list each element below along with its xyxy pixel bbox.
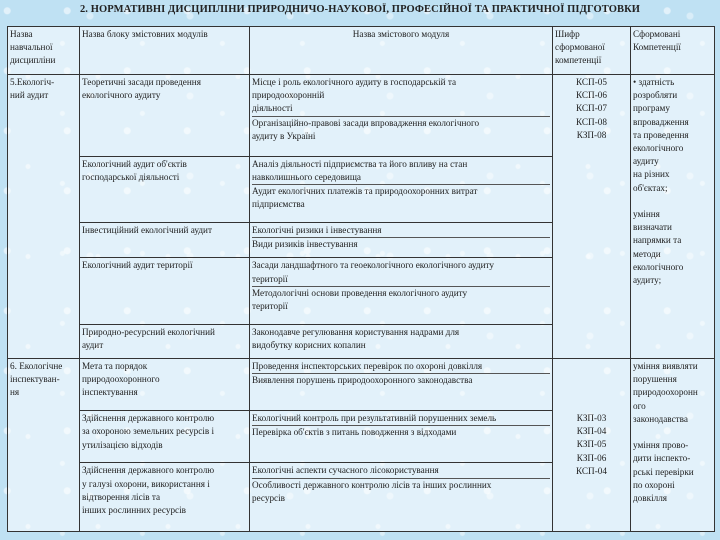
discipline-cell: 5.Екологіч- ний аудит bbox=[8, 75, 80, 359]
block-cell: Теоретичні засади проведення екологічного аудиту bbox=[80, 75, 250, 157]
curriculum-table bbox=[7, 26, 715, 532]
table-row bbox=[8, 359, 715, 411]
table-row bbox=[8, 75, 715, 157]
block-cell: Природно-ресурсний екологічний аудит bbox=[80, 324, 250, 358]
module-cell: Проведення інспекторських перевірок по охороні довкілля Виявлення порушень природоохоронного законодавства bbox=[250, 359, 553, 411]
block-cell: Екологічний аудит об'єктів господарської діяльності bbox=[80, 156, 250, 222]
header-competence: Сформовані Компетенції bbox=[631, 27, 715, 75]
module-cell: Засади ландшафтного та геоекологічного екологічного аудиту території Методологічні основи проведення екологічного аудиту території bbox=[250, 258, 553, 324]
module-cell: Місце і роль екологічного аудиту в господарській та природоохоронній діяльності Організаційно-правові засади впровадження екологічного аудиту в Україні bbox=[250, 75, 553, 157]
header-block: Назва блоку змістовних модулів bbox=[80, 27, 250, 75]
header-code: Шифр сформованої компетенції bbox=[553, 27, 631, 75]
header-module: Назва змістового модуля bbox=[250, 27, 553, 75]
codes-cell: КЗП-03 КЗП-04 КЗП-05 КЗП-06 КСП-04 bbox=[553, 359, 631, 532]
codes-cell: КСП-05 КСП-06 КСП-07 КСП-08 КЗП-08 bbox=[553, 75, 631, 359]
block-cell: Здійснення державного контролю у галузі охорони, використання і відтворення лісів та інших рослинних ресурсів bbox=[80, 463, 250, 532]
header-discipline: Назва навчальної дисципліни bbox=[8, 27, 80, 75]
module-cell: Аналіз діяльності підприємства та його впливу на стан навколишнього середовища Аудит екологічних платежів та природоохоронних витрат підприємства bbox=[250, 156, 553, 222]
module-cell: Екологічні ризики і інвестування Види ризиків інвестування bbox=[250, 222, 553, 257]
block-cell: Здійснення державного контролю за охороною земельних ресурсів і утилізацією відходів bbox=[80, 411, 250, 463]
module-cell: Екологічні аспекти сучасного лісокористування Особливості державного контролю лісів та інших рослинних ресурсів bbox=[250, 463, 553, 532]
block-cell: Екологічний аудит території bbox=[80, 258, 250, 324]
discipline-cell: 6. Екологічне інспектуван- ня bbox=[8, 359, 80, 532]
table-header-row bbox=[8, 27, 715, 75]
module-cell: Законодавче регулювання користування надрами для видобутку корисних копалин bbox=[250, 324, 553, 358]
block-cell: Інвестиційний екологічний аудит bbox=[80, 222, 250, 257]
module-cell: Екологічний контроль при результативній порушенних земель Перевірка об'єктів з питань поводження з відходами bbox=[250, 411, 553, 463]
block-cell: Мета та порядок природоохоронного інспектування bbox=[80, 359, 250, 411]
competence-cell: уміння виявляти порушення природоохоронн ого законодавства уміння прово- дити інспекто- рські перевірки по охороні довкілля bbox=[631, 359, 715, 532]
page-title: 2. НОРМАТИВНІ ДИСЦИПЛІНИ ПРИРОДНИЧО-НАУКОВОЇ, ПРОФЕСІЙНОЇ ТА ПРАКТИЧНОЇ ПІДГОТОВКИ bbox=[79, 4, 641, 15]
competence-cell: • здатність розробляти програму впровадження та проведення екологічного аудиту на різних об'єктах; уміння визначати напрямки та методи екологічного аудиту; bbox=[631, 75, 715, 359]
